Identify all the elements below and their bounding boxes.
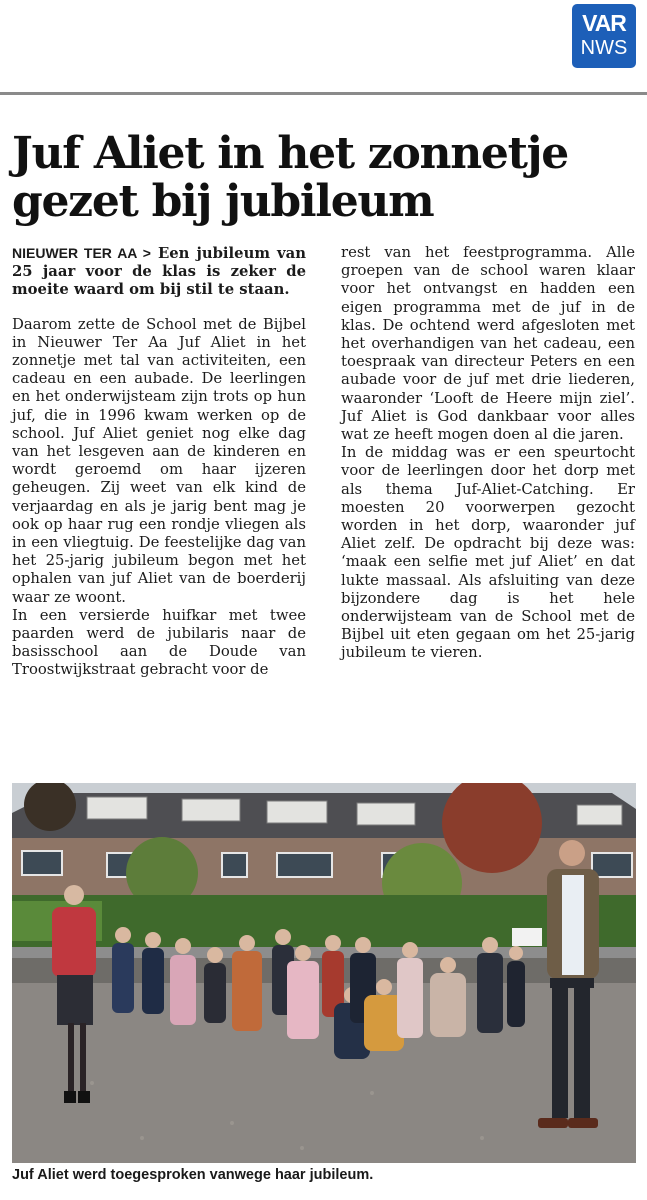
article-paragraph-3: In de middag was er een speurtocht voor de leerlingen door het dorp met als thema Juf-Aliet-Catching. Er moesten 20 voorwerpen gezocht worden in het dorp, waaronder juf Aliet zelf. De opdracht bij deze was: ‘maak een selfie met juf Aliet’ en dat lukte massaal. Als afsluiting van deze bijzondere dag is het hele onderwijsteam van de School met de Bijbel uit eten gegaan om het 25-jarig jubileum te vieren. — [341, 444, 635, 662]
article-photo — [12, 783, 636, 1163]
lead-text: Een jubileum van 25 jaar voor de klas is zeker de moeite waard om bij stil te staan. — [12, 245, 307, 299]
article-paragraph-1: Daarom zette de School met de Bijbel in Nieuwer Ter Aa Juf Aliet in het zonnetje met tal van activiteiten, een cadeau en een aubade. De leerlingen en het onderwijsteam zijn trots op hun juf, die in 1996 kwam werken op de school. Juf Aliet geniet nog elke dag van het lesgeven aan de kinderen en wordt geroemd om haar ijzeren geheugen. Zij weet van elk kind de verjaardag en als je jarig bent mag je ook op haar rug een rondje vliegen als in een vliegtuig. De feestelijke dag van het 25-jarig jubileum begon met het ophalen van juf Aliet van de boerderij waar ze woont. — [12, 315, 306, 606]
dateline: NIEUWER TER AA > — [12, 245, 151, 261]
photo-caption: Juf Aliet werd toegesproken vanwege haar jubileum. — [12, 1167, 374, 1183]
article-paragraph-2: In een versierde huifkar met twee paarden werd de jubilaris naar de basisschool aan de Doude van Troostwijkstraat gebracht voor de — [12, 606, 306, 679]
article-column-left — [12, 244, 306, 680]
logo-text-var: VAR — [582, 10, 626, 36]
article-headline: Juf Aliet in het zonnetje gezet bij jubileum — [12, 128, 568, 227]
article-lead — [12, 244, 306, 300]
var-nws-logo — [572, 4, 636, 68]
top-rule — [0, 92, 647, 95]
article-column-right — [341, 244, 635, 663]
logo-text-nws: NWS — [580, 37, 628, 59]
article-paragraph-2-continued: rest van het feestprogramma. Alle groepen van de school waren klaar voor het ontvangst en hadden een eigen programma met de juf in de klas. De ochtend werd afgesloten met het overhandigen van het cadeau, een toespraak van directeur Peters en een aubade voor de juf met drie liederen, waaronder ‘Looft de Heere mijn ziel’. Juf Aliet is God dankbaar voor alles wat ze heeft mogen doen al die jaren. — [341, 244, 635, 444]
